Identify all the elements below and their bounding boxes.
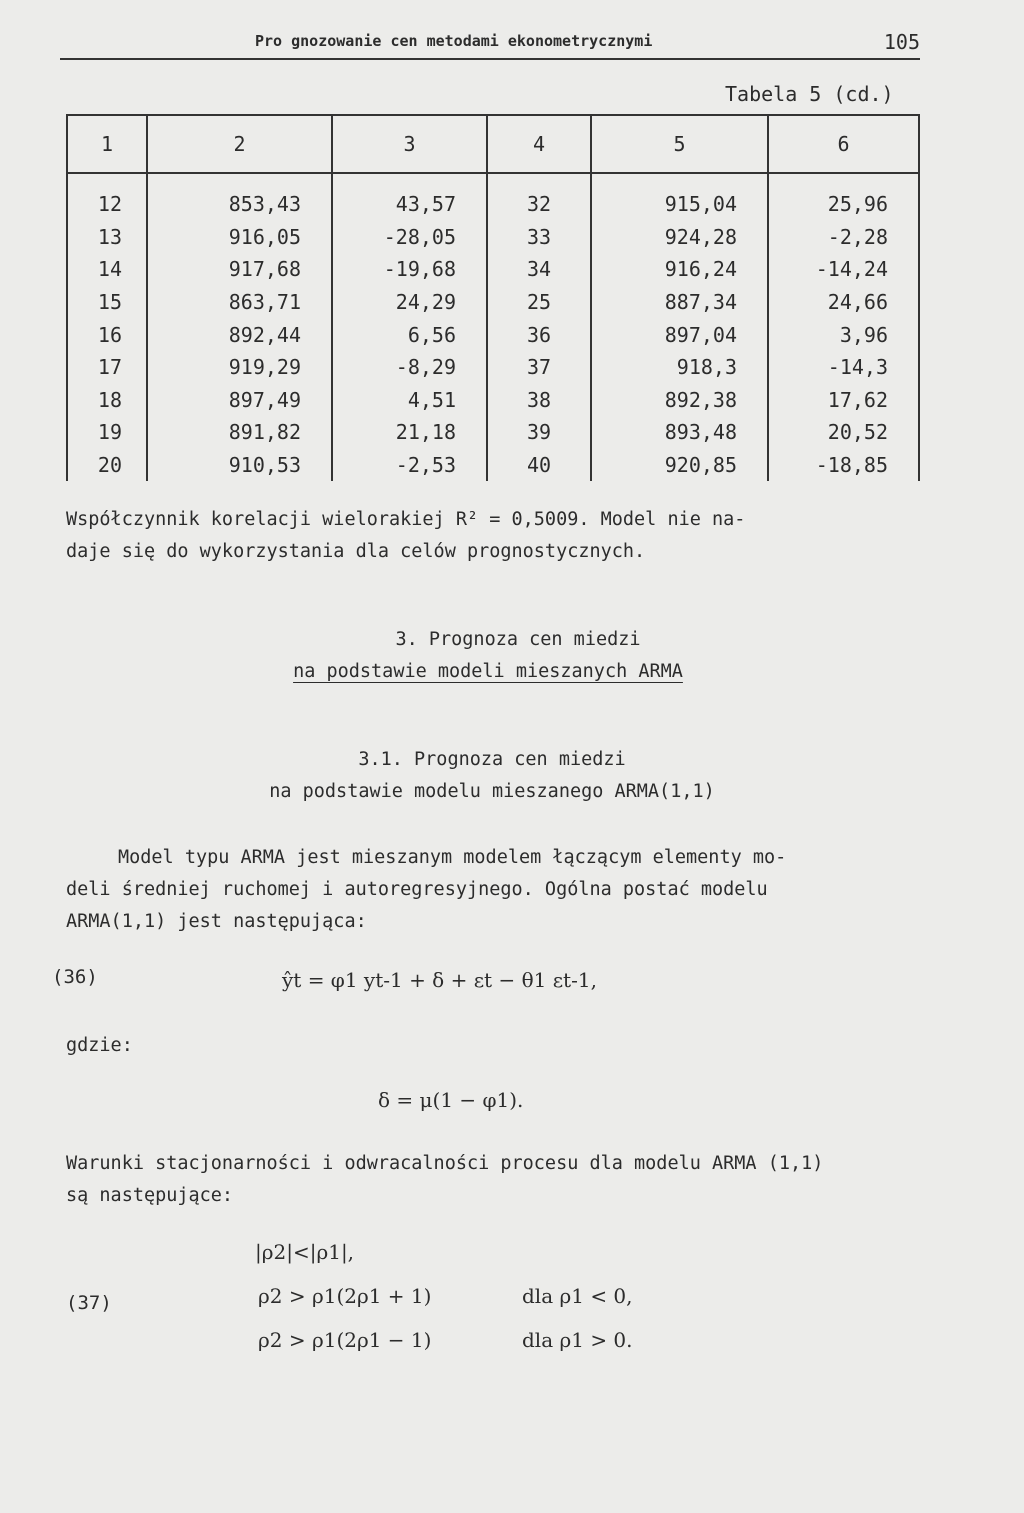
table-cell: 24,66 [768, 286, 919, 319]
paragraph-arma [66, 842, 926, 938]
running-head-title: Pro gnozowanie cen metodami ekonometrycznymi [255, 32, 653, 50]
table-cell: 892,38 [591, 384, 768, 417]
table-row [67, 351, 919, 384]
table-cell: 18 [67, 384, 147, 417]
table-cell: 43,57 [332, 188, 487, 221]
table-cell: 32 [487, 188, 591, 221]
table-cell: -14,24 [768, 253, 919, 286]
table-cell: 891,82 [147, 416, 332, 449]
table-cell: -14,3 [768, 351, 919, 384]
column-header: 6 [768, 115, 919, 173]
table-cell: 24,29 [332, 286, 487, 319]
paragraph-line: Warunki stacjonarności i odwracalności procesu dla modelu ARMA (1,1) [66, 1153, 824, 1174]
table-cell: 15 [67, 286, 147, 319]
paragraph-line: ARMA(1,1) jest następująca: [66, 911, 367, 932]
table-spacer-row [67, 173, 919, 188]
table-row [67, 253, 919, 286]
table-cell: 16 [67, 318, 147, 351]
table-cell: 897,49 [147, 384, 332, 417]
equation-37-a: |ρ2|<|ρ1|, [255, 1240, 355, 1264]
paragraph-conditions [66, 1148, 936, 1212]
equation-37-c-condition: dla ρ1 > 0. [522, 1328, 633, 1352]
table-cell: 924,28 [591, 221, 768, 254]
paragraph-line: Współczynnik korelacji wielorakiej R² = 0,5009. Model nie na- [66, 509, 746, 530]
paragraph-line: Model typu ARMA jest mieszanym modelem łączącym elementy mo- [118, 847, 787, 868]
table-cell: 33 [487, 221, 591, 254]
page-number: 105 [883, 30, 920, 54]
table-cell: 38 [487, 384, 591, 417]
table-cell: 37 [487, 351, 591, 384]
table-body [67, 173, 919, 481]
table-row [67, 449, 919, 482]
table-cell: 3,96 [768, 318, 919, 351]
table-cell: 918,3 [591, 351, 768, 384]
table-cell: 21,18 [332, 416, 487, 449]
table-header-row [67, 115, 919, 173]
section-heading-line: 3. Prognoza cen miedzi [395, 629, 641, 650]
data-table-container [66, 114, 918, 479]
section-heading [0, 624, 1024, 688]
table-cell: 25 [487, 286, 591, 319]
table-cell: 39 [487, 416, 591, 449]
table-cell: 917,68 [147, 253, 332, 286]
table-row [67, 188, 919, 221]
paragraph-line: daje się do wykorzystania dla celów prognostycznych. [66, 541, 646, 562]
equation-37-b-condition: dla ρ1 < 0, [522, 1284, 633, 1308]
data-table [66, 114, 920, 481]
paragraph-line: są następujące: [66, 1185, 234, 1206]
table-cell: 13 [67, 221, 147, 254]
table-cell: 19 [67, 416, 147, 449]
equation-delta: δ = μ(1 − φ1). [378, 1088, 524, 1112]
table-cell: 916,24 [591, 253, 768, 286]
table-cell: 20,52 [768, 416, 919, 449]
paragraph-line: deli średniej ruchomej i autoregresyjnego. Ogólna postać modelu [66, 879, 768, 900]
table-cell: 920,85 [591, 449, 768, 482]
table-cell: -8,29 [332, 351, 487, 384]
table-cell: -2,53 [332, 449, 487, 482]
table-row [67, 384, 919, 417]
table-caption: Tabela 5 (cd.) [725, 82, 894, 106]
gdzie-label: gdzie: [66, 1035, 133, 1056]
table-cell: 916,05 [147, 221, 332, 254]
table-cell: 17,62 [768, 384, 919, 417]
table-cell: 25,96 [768, 188, 919, 221]
table-cell: 20 [67, 449, 147, 482]
table-cell: -2,28 [768, 221, 919, 254]
table-row [67, 416, 919, 449]
section-heading-line: na podstawie modeli mieszanych ARMA [293, 661, 683, 682]
table-cell: 887,34 [591, 286, 768, 319]
table-cell: 40 [487, 449, 591, 482]
table-row [67, 286, 919, 319]
equation-number: (36) [52, 966, 98, 988]
table-cell: 915,04 [591, 188, 768, 221]
equation-37-b: ρ2 > ρ1(2ρ1 + 1) [258, 1284, 432, 1308]
table-cell: 14 [67, 253, 147, 286]
table-cell: 892,44 [147, 318, 332, 351]
column-header: 4 [487, 115, 591, 173]
table-cell: 893,48 [591, 416, 768, 449]
table-cell: 897,04 [591, 318, 768, 351]
equation-number: (37) [66, 1292, 112, 1314]
table-cell: -19,68 [332, 253, 487, 286]
column-header: 5 [591, 115, 768, 173]
subsection-heading-line: 3.1. Prognoza cen miedzi [358, 749, 626, 770]
table-cell: 4,51 [332, 384, 487, 417]
column-header: 2 [147, 115, 332, 173]
paragraph-correlation [66, 504, 922, 568]
subsection-heading-line: na podstawie modelu mieszanego ARMA(1,1) [269, 781, 715, 802]
table-row [67, 221, 919, 254]
table-cell: 17 [67, 351, 147, 384]
column-header: 3 [332, 115, 487, 173]
table-cell: -18,85 [768, 449, 919, 482]
table-cell: 863,71 [147, 286, 332, 319]
equation-37-c: ρ2 > ρ1(2ρ1 − 1) [258, 1328, 432, 1352]
table-cell: 910,53 [147, 449, 332, 482]
equation-36: ŷt = φ1 yt-1 + δ + εt − θ1 εt-1, [282, 968, 597, 992]
subsection-heading [0, 744, 1024, 808]
running-head [60, 30, 920, 60]
table-row [67, 318, 919, 351]
table-cell: 919,29 [147, 351, 332, 384]
table-cell: -28,05 [332, 221, 487, 254]
table-cell: 12 [67, 188, 147, 221]
column-header: 1 [67, 115, 147, 173]
table-cell: 853,43 [147, 188, 332, 221]
table-cell: 34 [487, 253, 591, 286]
table-cell: 36 [487, 318, 591, 351]
table-cell: 6,56 [332, 318, 487, 351]
